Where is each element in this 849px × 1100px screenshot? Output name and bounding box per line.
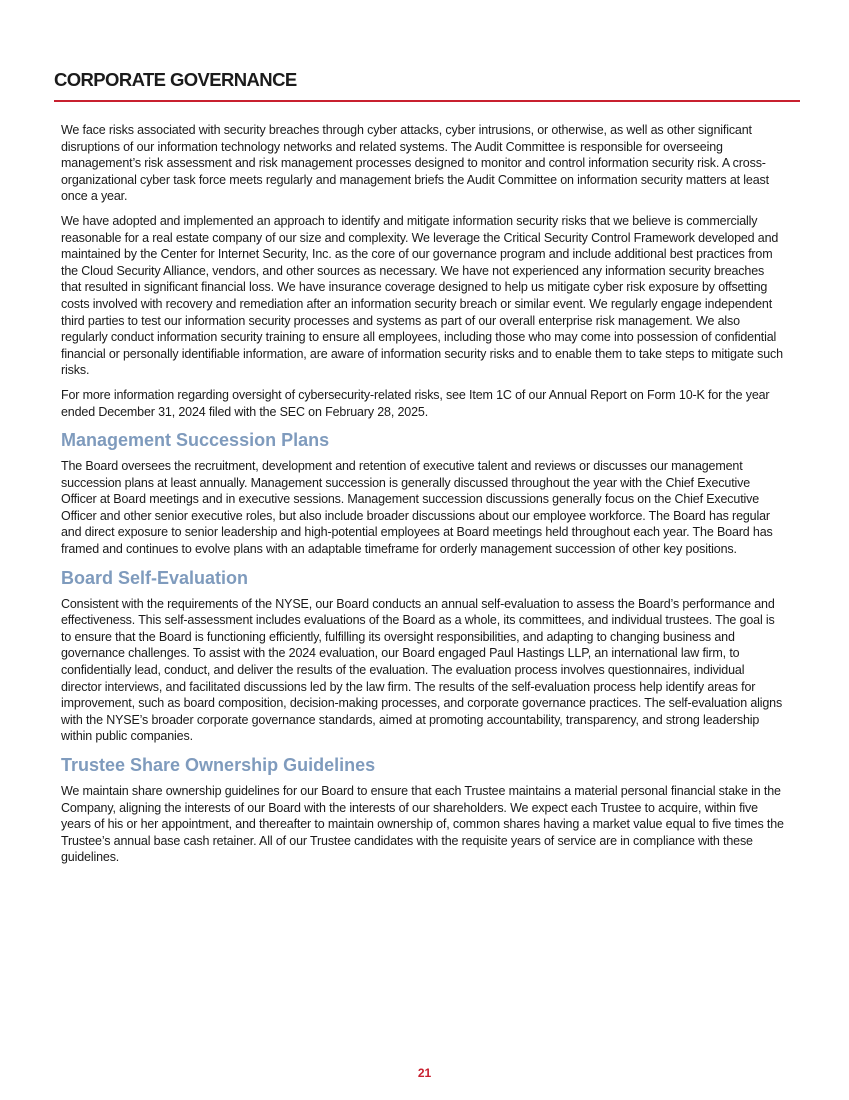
heading-trustee-share-ownership: Trustee Share Ownership Guidelines — [61, 755, 376, 775]
paragraph-more-info: For more information regarding oversight of cybersecurity-related risks, see Item 1C of our Annual Report on Form 10-K for the year ended December 31, 2024 filed with the SEC on February 28, 2025. — [61, 387, 770, 419]
paragraph-management-succession: The Board oversees the recruitment, development and retention of executive talent and reviews or discusses our management succession plans at least annually. Management succession is generally discussed throughout the year with the Chief Executive Officer at Board meetings and in executive sessions. Management succession discussions generally focus on the Chief Executive Officer and other senior executive roles, but also include broader discussions about our employee workforce. The Board has regular and direct exposure to senior leadership and high-potential employees at Board meetings held throughout each year. The Board has framed and continues to evolve plans with an adaptable timeframe for orderly management succession of other key positions. — [61, 459, 773, 557]
page-title: CORPORATE GOVERNANCE — [54, 69, 297, 90]
paragraph-security-approach: We have adopted and implemented an approach to identify and mitigate information security risks that we believe is commercially reasonable for a real estate company of our size and complexity. We leverage the Critical Security Control Framework developed and maintained by the Center for Internet Security, Inc. as the core of our governance program and include additional best practices from the Cloud Security Alliance, vendors, and other sources as necessary. We have not experienced any information security breaches that resulted in significant financial loss. We have insurance coverage designed to help us mitigate cyber risk exposure by offsetting costs involved with recovery and remediation after an information security breach or similar event. We regularly engage independent third parties to test our information security processes and systems as part of our overall enterprise risk management. We also regularly conduct information security training to ensure all employees, including those who may come into possession of confidential financial or personally identifiable information, are aware of information security risks and to enable them to take steps to mitigate such risks. — [61, 213, 783, 378]
heading-board-self-evaluation: Board Self-Evaluation — [61, 567, 249, 588]
heading-management-succession: Management Succession Plans — [61, 430, 330, 451]
document-body — [61, 122, 785, 874]
section-header — [54, 68, 800, 92]
header-rule — [54, 100, 800, 102]
paragraph-trustee-share-ownership: We maintain share ownership guidelines for our Board to ensure that each Trustee maintains a material personal financial stake in the Company, aligning the interests of our Board with the interests of our shareholders. We expect each Trustee to acquire, within five years of his or her appointment, and thereafter to maintain ownership of, common shares having a market value equal to five times the Trustee’s annual base cash retainer. All of our Trustee candidates with the requisite years of service are in compliance with these guidelines. — [61, 784, 784, 865]
paragraph-board-self-evaluation: Consistent with the requirements of the NYSE, our Board conducts an annual self-evaluation to assess the Board’s performance and effectiveness. This self-assessment includes evaluations of the Board as a whole, its committees, and individual trustees. The goal is to ensure that the Board is functioning efficiently, fulfilling its oversight responsibilities, and adapting to changing business and governance challenges. To assist with the 2024 evaluation, our Board engaged Paul Hastings LLP, an international law firm, to confidentially lead, conduct, and deliver the results of the evaluation. The evaluation process involves questionnaires, individual director interviews, and facilitated discussions led by the law firm. The results of the self-evaluation process help identify areas for improvement, such as board composition, decision-making processes, and corporate governance practices. The self-evaluation aligns with the NYSE’s broader corporate governance standards, aimed at promoting accountability, transparency, and strong leadership within public companies. — [61, 596, 783, 744]
paragraph-cyber-risk: We face risks associated with security breaches through cyber attacks, cyber intrusions, or otherwise, as well as other significant disruptions of our information technology networks and related systems. The Audit Committee is responsible for overseeing management’s risk assessment and risk management processes designed to monitor and control information security risk. A cross-organizational cyber task force meets regularly and management briefs the Audit Committee on information security matters at least once a year. — [61, 123, 769, 204]
page-number: 21 — [417, 1066, 432, 1080]
